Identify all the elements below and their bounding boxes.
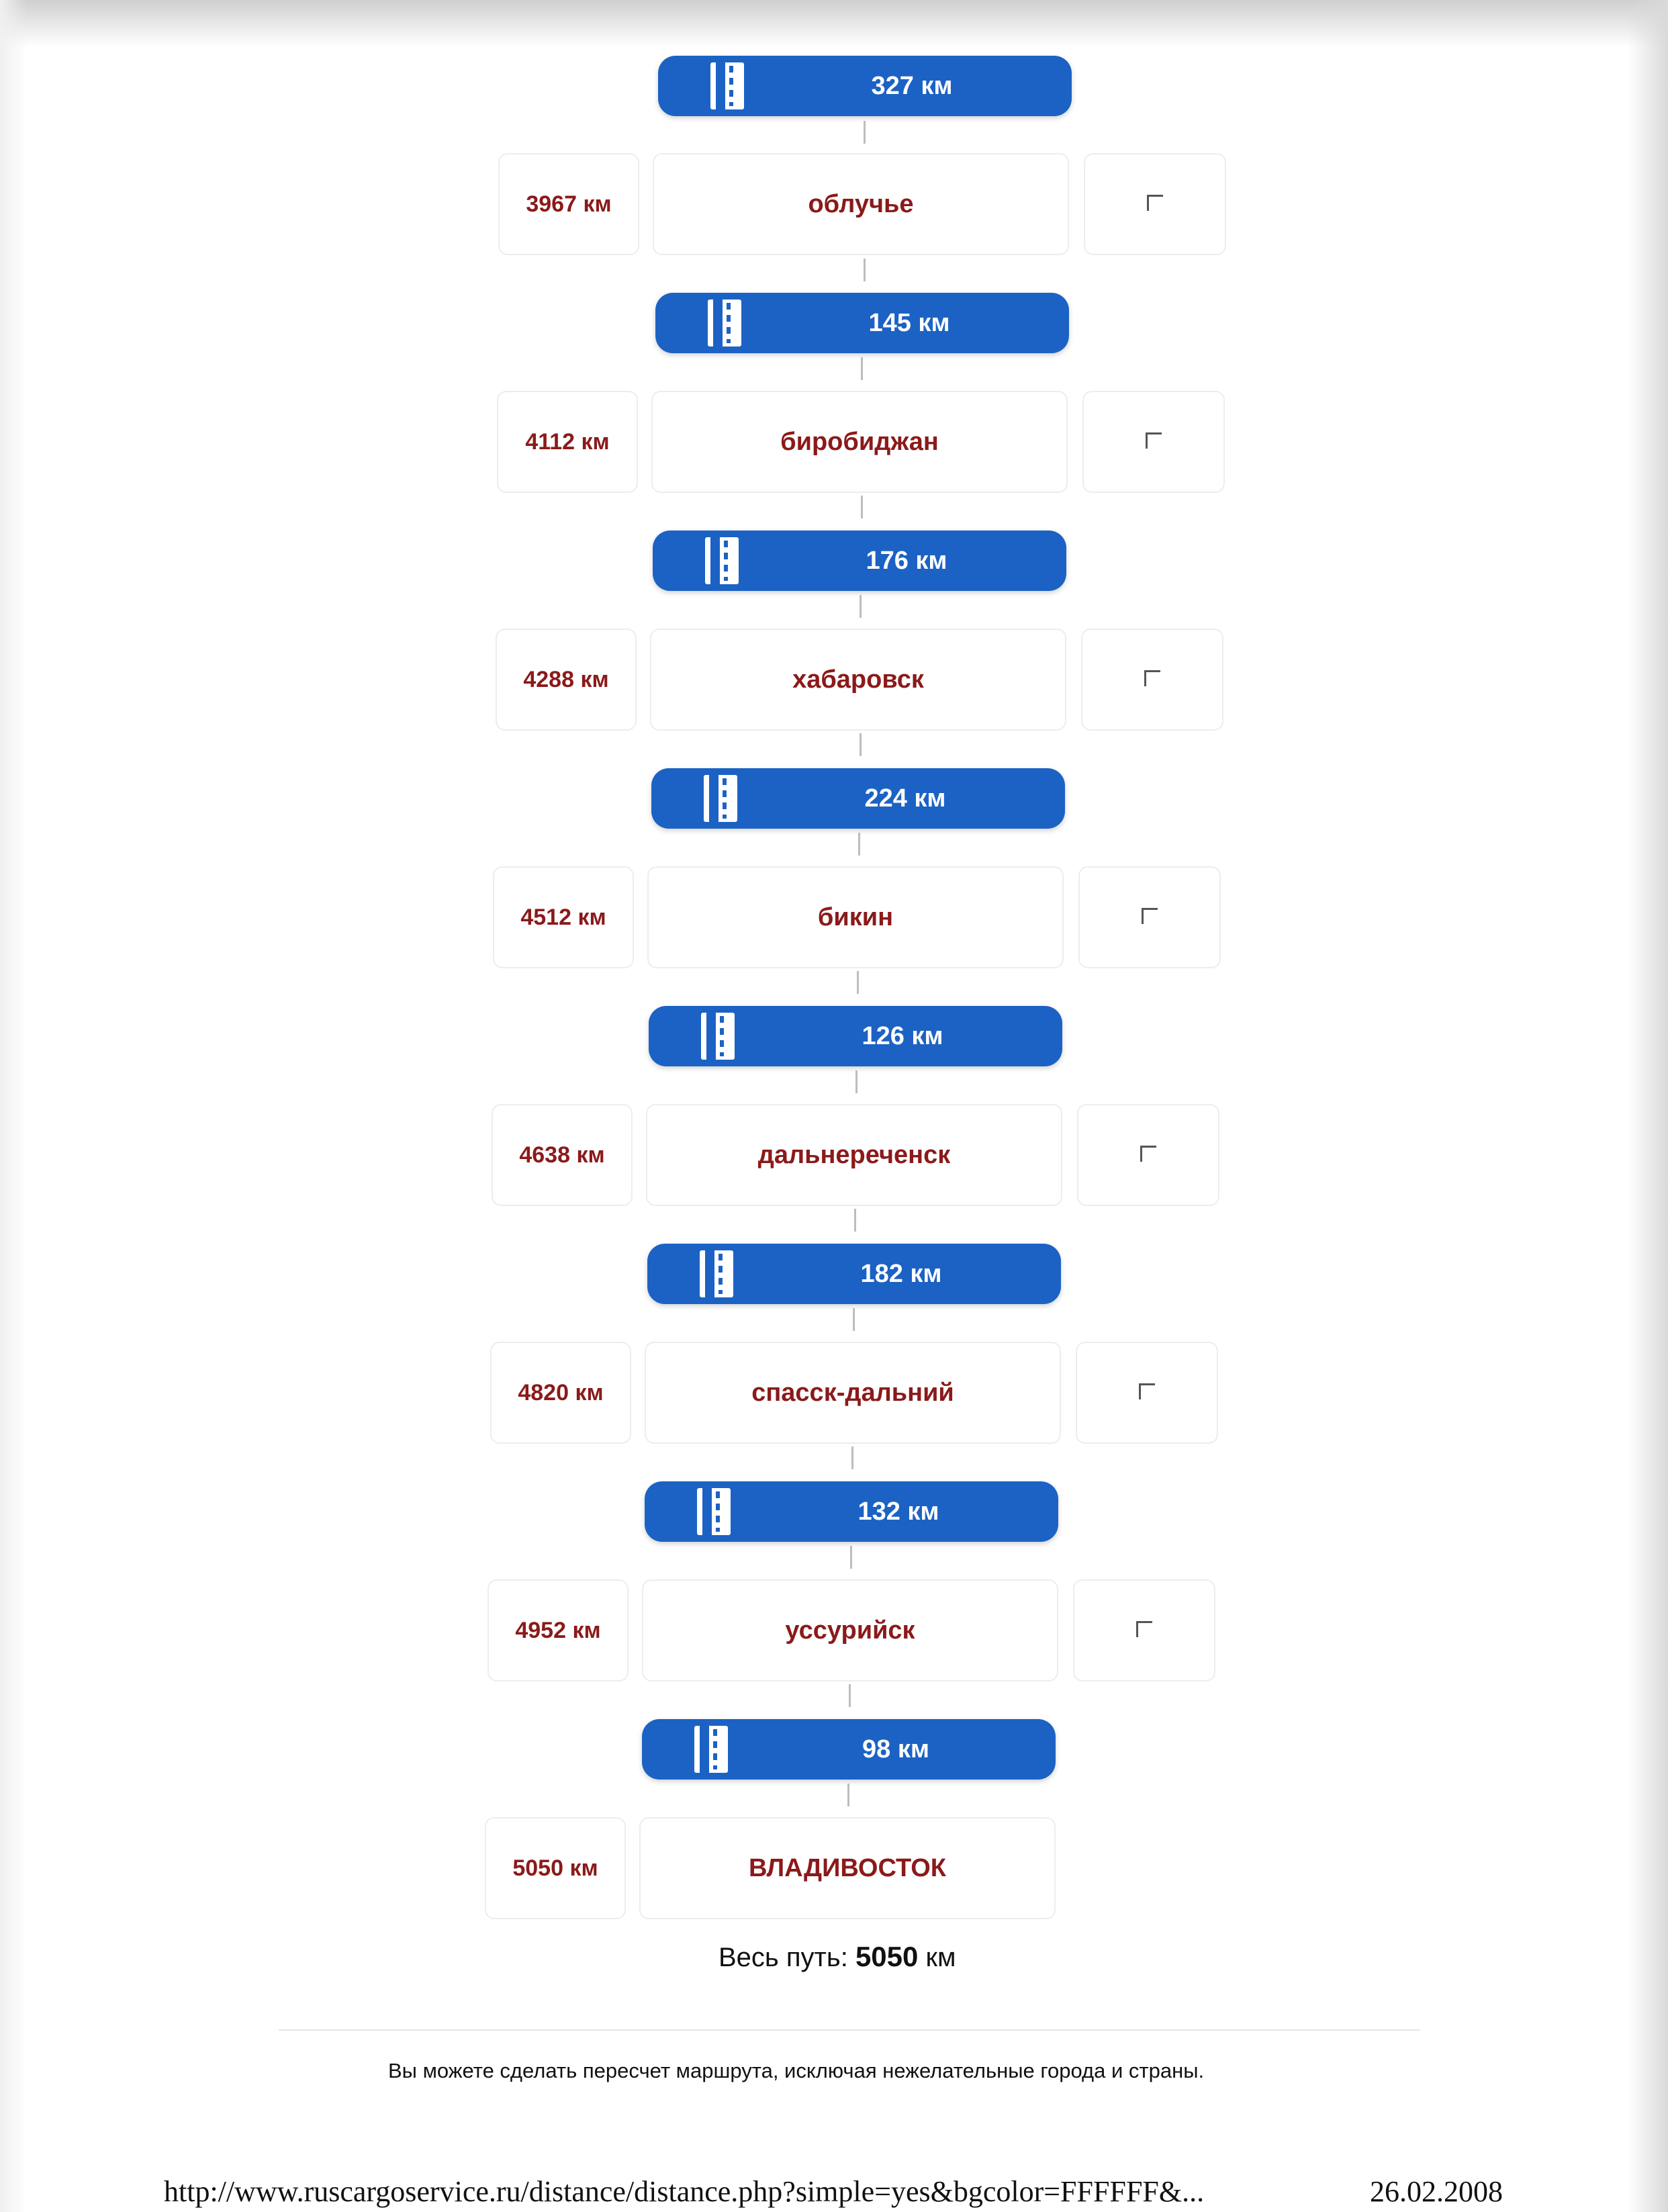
cumulative-distance: 4112 км — [497, 391, 638, 493]
cumulative-distance: 4288 км — [496, 629, 637, 731]
road-icon — [708, 299, 741, 347]
exclude-city-checkbox[interactable] — [1084, 153, 1226, 255]
total-value: 5050 — [855, 1941, 919, 1972]
route-destination — [485, 1817, 1218, 1919]
road-icon — [700, 1250, 733, 1297]
connector-line — [858, 833, 860, 856]
segment-distance: 132 км — [858, 1497, 939, 1526]
segment-distance: 182 км — [860, 1260, 942, 1288]
segment-distance-bar — [651, 768, 1065, 829]
total-label: Весь путь: — [719, 1943, 848, 1972]
route-stop — [488, 1579, 1221, 1681]
checkbox-icon — [1139, 1383, 1155, 1399]
footer-date: 26.02.2008 — [1370, 2175, 1503, 2208]
connector-line — [850, 1546, 852, 1569]
segment-distance-bar — [658, 56, 1072, 116]
route-stop — [492, 1104, 1225, 1206]
checkbox-icon — [1144, 670, 1160, 686]
route-stop — [497, 391, 1230, 493]
cumulative-distance: 3967 км — [498, 153, 639, 255]
connector-line — [854, 1209, 856, 1232]
connector-line — [864, 259, 866, 281]
segment-distance: 98 км — [862, 1735, 929, 1763]
city-name: спасск-дальний — [645, 1342, 1061, 1444]
road-icon — [694, 1726, 728, 1773]
divider — [279, 2029, 1420, 2031]
route-stop — [496, 629, 1229, 731]
segment-distance: 327 км — [871, 72, 953, 100]
connector-line — [861, 496, 863, 518]
segment-distance-bar — [647, 1244, 1061, 1304]
connector-line — [855, 1070, 858, 1093]
segment-distance-bar — [653, 531, 1066, 591]
route-list — [470, 0, 1236, 1947]
city-name: дальнереченск — [646, 1104, 1062, 1206]
segment-distance: 176 км — [866, 547, 947, 575]
road-icon — [697, 1488, 731, 1535]
route-stop — [490, 1342, 1223, 1444]
city-name: ВЛАДИВОСТОК — [639, 1817, 1056, 1919]
checkbox-icon — [1140, 1146, 1156, 1162]
city-name: облучье — [653, 153, 1069, 255]
segment-distance-bar — [655, 293, 1069, 353]
segment-distance-bar — [645, 1481, 1058, 1542]
cumulative-distance: 4820 км — [490, 1342, 631, 1444]
cumulative-distance: 4512 км — [493, 866, 634, 968]
city-name: биробиджан — [651, 391, 1068, 493]
connector-line — [864, 121, 866, 144]
checkbox-icon — [1142, 908, 1158, 924]
total-distance — [719, 1941, 956, 1973]
exclude-city-checkbox[interactable] — [1082, 391, 1225, 493]
segment-distance: 145 км — [868, 309, 950, 337]
segment-distance: 224 км — [864, 784, 946, 813]
connector-line — [860, 595, 862, 618]
checkbox-icon — [1136, 1621, 1152, 1637]
city-name: уссурийск — [642, 1579, 1058, 1681]
city-name: хабаровск — [650, 629, 1066, 731]
segment-distance-bar — [642, 1719, 1056, 1780]
exclude-city-checkbox[interactable] — [1077, 1104, 1219, 1206]
cumulative-distance: 4638 км — [492, 1104, 633, 1206]
footer-url: http://www.ruscargoservice.ru/distance/distance.php?simple=yes&bgcolor=FFFFFF&... — [164, 2175, 1205, 2208]
scan-shadow-right — [1628, 0, 1668, 2212]
checkbox-icon — [1146, 432, 1162, 449]
cumulative-distance: 5050 км — [485, 1817, 626, 1919]
city-name: бикин — [647, 866, 1064, 968]
recalculate-note: Вы можете сделать пересчет маршрута, исключая нежелательные города и страны. — [388, 2059, 1205, 2082]
connector-line — [861, 357, 863, 380]
road-icon — [701, 1013, 735, 1060]
exclude-city-checkbox[interactable] — [1076, 1342, 1218, 1444]
connector-line — [857, 971, 859, 994]
checkbox-icon — [1147, 195, 1163, 211]
segment-distance-bar — [649, 1006, 1062, 1066]
scan-shadow-left — [0, 0, 27, 2212]
connector-line — [860, 733, 862, 756]
exclude-city-checkbox[interactable] — [1073, 1579, 1215, 1681]
route-stop — [498, 153, 1232, 255]
segment-distance: 126 км — [862, 1022, 943, 1050]
road-icon — [710, 62, 744, 109]
cumulative-distance: 4952 км — [488, 1579, 629, 1681]
connector-line — [851, 1446, 853, 1469]
total-unit: км — [925, 1943, 956, 1972]
route-stop — [493, 866, 1226, 968]
connector-line — [853, 1308, 855, 1331]
exclude-city-checkbox[interactable] — [1078, 866, 1221, 968]
road-icon — [705, 537, 739, 584]
exclude-city-checkbox[interactable] — [1081, 629, 1223, 731]
connector-line — [847, 1784, 849, 1806]
connector-line — [849, 1684, 851, 1707]
road-icon — [704, 775, 737, 822]
